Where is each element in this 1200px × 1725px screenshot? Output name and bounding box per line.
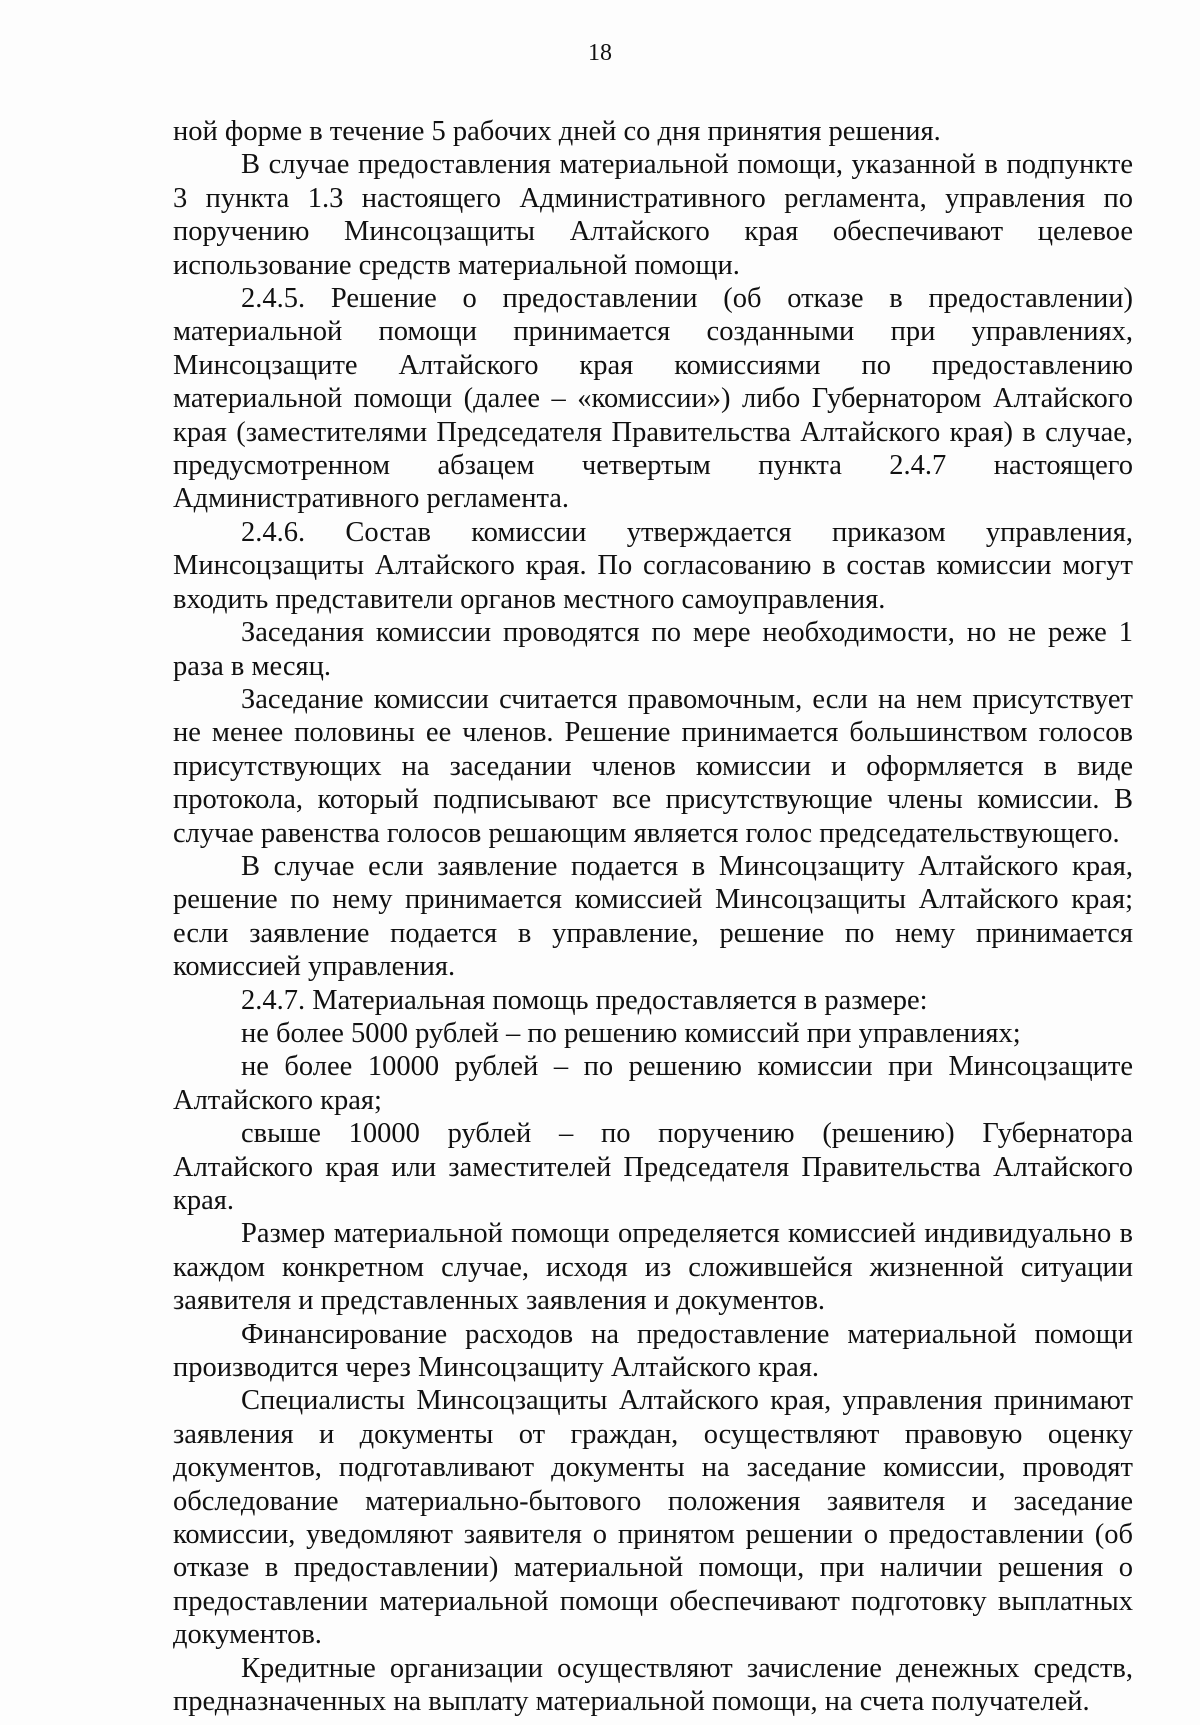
- document-body: [173, 115, 1133, 1719]
- amount-item-5000: не более 5000 рублей – по решению комиссий при управлениях;: [241, 1017, 1021, 1049]
- paragraph-credit-organizations: Кредитные организации осуществляют зачисление денежных средств, предназначенных на выплату материальной помощи, на счета получателей.: [173, 1652, 1133, 1718]
- paragraph-decision-authority: В случае если заявление подается в Минсоцзащиту Алтайского края, решение по нему принимается комиссией Минсоцзащиты Алтайского края; если заявление подается в управление, решение по нему принимается комиссией управления.: [173, 850, 1133, 983]
- amount-item-10000: не более 10000 рублей – по решению комиссии при Минсоцзащите Алтайского края;: [173, 1051, 1133, 1116]
- paragraph-specialists: Специалисты Минсоцзащиты Алтайского края, управления принимают заявления и документы от граждан, осуществляют правовую оценку документов, подготавливают документы на заседание комиссии, проводят обследование материально-бытового положения заявителя и заседание комиссии, уведомляют заявителя о принятом решении о предоставлении (об отказе в предоставлении) материальной помощи, при наличии решения о предоставлении материальной помощи обеспечивают подготовку выплатных документов.: [173, 1385, 1133, 1651]
- paragraph-2-4-6: 2.4.6. Состав комиссии утверждается приказом управления, Минсоцзащиты Алтайского края. По согласованию в состав комиссии могут входить представители органов местного самоуправления.: [173, 516, 1133, 615]
- paragraph-2-4-7: 2.4.7. Материальная помощь предоставляется в размере:: [241, 984, 928, 1016]
- paragraph-continuation: ной форме в течение 5 рабочих дней со дня принятия решения.: [173, 116, 941, 147]
- page-number: 18: [588, 40, 612, 66]
- paragraph-2-4-5: 2.4.5. Решение о предоставлении (об отказе в предоставлении) материальной помощи принимается созданными при управлениях, Минсоцзащите Алтайского края комиссиями по предоставлению материальной помощи (далее – «комиссии») либо Губернатором Алтайского края (заместителями Председателя Правительства Алтайского края) в случае, предусмотренном абзацем четвертым пункта 2.4.7 настоящего Административного регламента.: [173, 283, 1133, 515]
- paragraph-financing: Финансирование расходов на предоставление материальной помощи производится через Минсоцзащиту Алтайского края.: [173, 1318, 1133, 1384]
- paragraph-quorum: Заседание комиссии считается правомочным, если на нем присутствует не менее половины ее членов. Решение принимается большинством голосов присутствующих на заседании членов комиссии и оформляется в виде протокола, который подписывают все присутствующие члены комиссии. В случае равенства голосов решающим является голос председательствующего.: [173, 683, 1133, 849]
- amount-item-over-10000: свыше 10000 рублей – по поручению (решению) Губернатора Алтайского края или заместителей Председателя Правительства Алтайского края.: [173, 1118, 1133, 1216]
- paragraph-targeted-use: В случае предоставления материальной помощи, указанной в подпункте 3 пункта 1.3 настоящего Административного регламента, управления по поручению Минсоцзащиты Алтайского края обеспечивают целевое использование средств материальной помощи.: [173, 149, 1133, 281]
- paragraph-meetings-frequency: Заседания комиссии проводятся по мере необходимости, но не реже 1 раза в месяц.: [173, 617, 1133, 682]
- paragraph-amount-determination: Размер материальной помощи определяется комиссией индивидуально в каждом конкретном случае, исходя из сложившейся жизненной ситуации заявителя и представленных заявления и документов.: [173, 1218, 1133, 1317]
